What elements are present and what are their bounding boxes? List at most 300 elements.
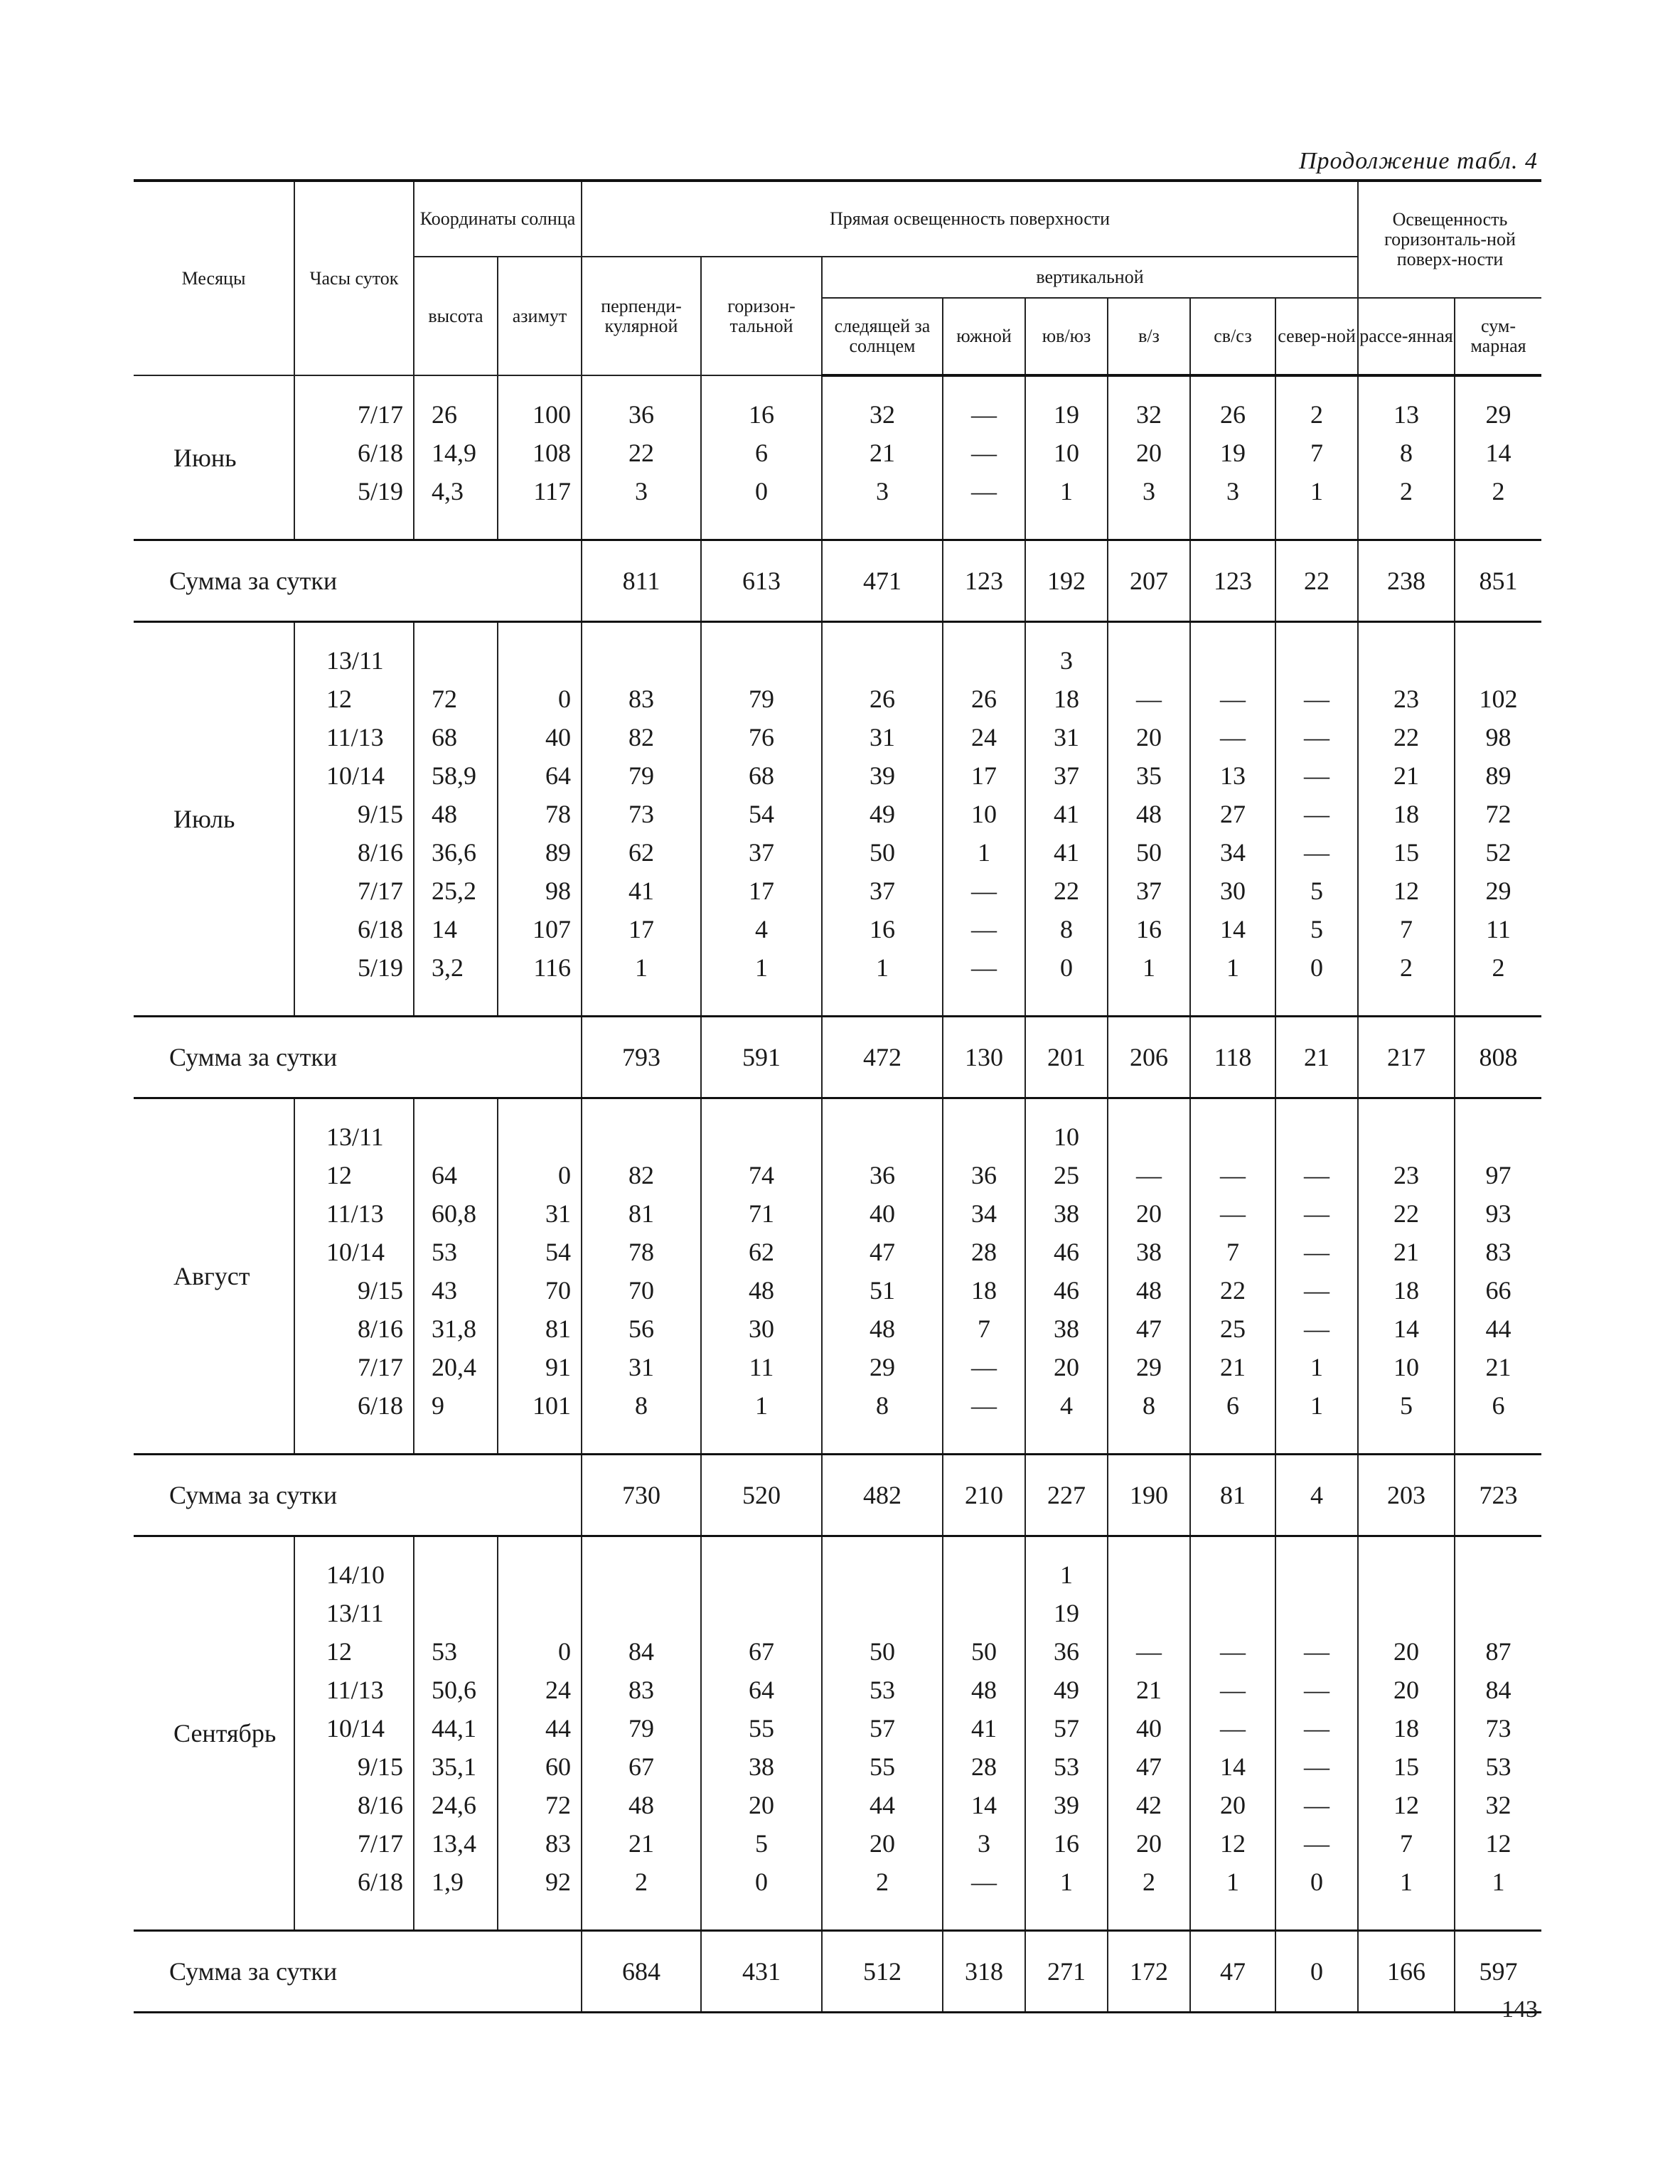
month-name: Июль [173,805,235,833]
sum-value: 47 [1190,1931,1275,2013]
value-cell: 72 [1455,795,1541,833]
value-cell: 70 [498,1271,582,1310]
value-cell: 81 [582,1194,701,1233]
value-cell [701,1118,822,1156]
value-cell [701,1594,822,1632]
value-cell: 72 [498,1786,582,1824]
value-cell: 14 [1455,434,1541,472]
spacer-cell [498,510,582,540]
value-cell: 20 [1358,1632,1455,1671]
table-header [134,181,1541,375]
hour-cell: 7/17 [294,1824,414,1863]
value-cell: 17 [701,872,822,910]
spacer-cell [943,1536,1025,1556]
value-cell: — [1190,1709,1275,1747]
value-cell: — [1275,1671,1358,1709]
value-cell: 101 [498,1386,582,1425]
value-cell: 5 [1275,910,1358,948]
sum-value: 684 [582,1931,701,2013]
value-cell: 14 [1190,1747,1275,1786]
value-cell: 62 [701,1233,822,1271]
value-cell: 34 [1190,833,1275,872]
spacer-cell [498,987,582,1017]
value-cell: 47 [1108,1310,1190,1348]
sum-value: 227 [1025,1455,1108,1536]
hour-cell: 9/15 [294,1271,414,1310]
spacer-cell [1275,1425,1358,1455]
value-cell: 0 [498,1156,582,1194]
spacer-cell [294,1901,414,1931]
value-cell: 16 [1108,910,1190,948]
value-cell: 31 [582,1348,701,1386]
spacer-cell [414,1536,498,1556]
value-cell: 97 [1455,1156,1541,1194]
value-cell: 10 [1358,1348,1455,1386]
value-cell: 13 [1190,756,1275,795]
value-cell [582,1118,701,1156]
value-cell: 11 [701,1348,822,1386]
value-cell: 60,8 [414,1194,498,1233]
value-cell: 49 [1025,1671,1108,1709]
value-cell: 42 [1108,1786,1190,1824]
sum-row [134,1931,1541,2013]
header-diffuse: рассе-янная [1358,298,1455,375]
value-cell: — [1275,1233,1358,1271]
hour-cell: 6/18 [294,910,414,948]
value-cell: 82 [582,1156,701,1194]
value-cell: 32 [822,395,943,434]
header-se-sw: юв/юз [1025,298,1108,375]
spacer-cell [1275,1098,1358,1118]
spacer-cell [701,622,822,642]
value-cell: 40 [1108,1709,1190,1747]
value-cell: 2 [1275,395,1358,434]
spacer-cell [1275,1901,1358,1931]
value-cell: 25,2 [414,872,498,910]
value-cell: 1 [701,948,822,987]
value-cell: 74 [701,1156,822,1194]
spacer-cell [1190,375,1275,395]
spacer-row [134,987,1541,1017]
hour-cell: 11/13 [294,718,414,756]
value-cell: 22 [582,434,701,472]
spacer-cell [1455,375,1541,395]
sum-value: 730 [582,1455,701,1536]
value-cell: 7 [1358,910,1455,948]
value-cell: 50,6 [414,1671,498,1709]
value-cell: 1 [822,948,943,987]
value-cell: — [1275,1194,1358,1233]
value-cell: 24 [498,1671,582,1709]
value-cell: 1 [1358,1863,1455,1901]
value-cell [1455,1556,1541,1594]
spacer-cell [943,622,1025,642]
value-cell: 36 [943,1156,1025,1194]
sum-value: 520 [701,1455,822,1536]
table-row [134,718,1541,756]
value-cell: 79 [582,756,701,795]
value-cell: — [943,472,1025,510]
value-cell: 41 [582,872,701,910]
table-row [134,1194,1541,1233]
value-cell [1108,1118,1190,1156]
value-cell: 93 [1455,1194,1541,1233]
sum-value: 4 [1275,1455,1358,1536]
value-cell: 8 [582,1386,701,1425]
value-cell: 44 [822,1786,943,1824]
value-cell: 20 [1108,1824,1190,1863]
value-cell [1275,1594,1358,1632]
value-cell: 1 [1455,1863,1541,1901]
spacer-cell [1455,1098,1541,1118]
value-cell: 7 [1358,1824,1455,1863]
value-cell: 64 [701,1671,822,1709]
sum-value: 811 [582,540,701,622]
value-cell: 57 [1025,1709,1108,1747]
spacer-cell [294,1098,414,1118]
hour-cell: 6/18 [294,1863,414,1901]
spacer-cell [1358,375,1455,395]
value-cell: — [1190,1156,1275,1194]
spacer-cell [1025,510,1108,540]
value-cell: 68 [701,756,822,795]
value-cell: 49 [822,795,943,833]
sum-value: 0 [1275,1931,1358,2013]
value-cell: 19 [1025,395,1108,434]
value-cell [943,1556,1025,1594]
table-row [134,1348,1541,1386]
spacer-cell [294,1425,414,1455]
hour-cell: 12 [294,1632,414,1671]
value-cell [498,1556,582,1594]
value-cell: 53 [414,1233,498,1271]
value-cell: 16 [1025,1824,1108,1863]
value-cell: 6 [701,434,822,472]
value-cell: 48 [822,1310,943,1348]
hour-cell: 6/18 [294,434,414,472]
value-cell: 1 [1190,948,1275,987]
value-cell: 64 [414,1156,498,1194]
value-cell [1275,641,1358,680]
spacer-cell [582,1901,701,1931]
value-cell: 56 [582,1310,701,1348]
table-row [134,795,1541,833]
value-cell: 2 [1455,472,1541,510]
value-cell: 1,9 [414,1863,498,1901]
value-cell: 31,8 [414,1310,498,1348]
header-horiz-illum: Освещенность горизонталь-ной поверх-ности [1358,181,1541,298]
value-cell: 48 [414,795,498,833]
table-row [134,872,1541,910]
value-cell: 48 [943,1671,1025,1709]
value-cell [1190,641,1275,680]
hour-cell: 5/19 [294,472,414,510]
table-row [134,434,1541,472]
value-cell: 8 [1108,1386,1190,1425]
value-cell: 43 [414,1271,498,1310]
value-cell [582,1594,701,1632]
value-cell: 6 [1190,1386,1275,1425]
table-row [134,1824,1541,1863]
spacer-cell [1190,510,1275,540]
spacer-cell [1455,1425,1541,1455]
value-cell: 1 [1025,1863,1108,1901]
value-cell: 55 [822,1747,943,1786]
value-cell: 4 [701,910,822,948]
spacer-cell [701,1901,822,1931]
value-cell: 38 [1025,1310,1108,1348]
hour-cell: 13/11 [294,1594,414,1632]
table-row [134,1386,1541,1425]
hour-cell: 7/17 [294,1348,414,1386]
value-cell [943,1118,1025,1156]
table-row [134,472,1541,510]
value-cell: 4 [1025,1386,1108,1425]
value-cell [1358,641,1455,680]
value-cell [822,1594,943,1632]
header-hours: Часы суток [294,181,414,375]
value-cell: 83 [498,1824,582,1863]
spacer-row [134,375,1541,395]
spacer-cell [498,1098,582,1118]
sum-label: Сумма за сутки [134,540,582,622]
value-cell: 7 [1275,434,1358,472]
value-cell: 53 [1455,1747,1541,1786]
spacer-cell [414,622,498,642]
value-cell: 20 [822,1824,943,1863]
value-cell: 0 [701,472,822,510]
value-cell: 11 [1455,910,1541,948]
value-cell: 3,2 [414,948,498,987]
spacer-cell [1190,987,1275,1017]
value-cell: 1 [1025,472,1108,510]
value-cell: 35,1 [414,1747,498,1786]
spacer-cell [1358,1098,1455,1118]
value-cell: 84 [582,1632,701,1671]
value-cell: 23 [1358,1156,1455,1194]
value-cell [1190,1118,1275,1156]
spacer-row [134,622,1541,642]
value-cell: 18 [1358,795,1455,833]
spacer-cell [1108,622,1190,642]
value-cell: — [1275,1632,1358,1671]
hour-cell: 8/16 [294,1310,414,1348]
sum-value: 210 [943,1455,1025,1536]
value-cell [414,1594,498,1632]
sum-value: 238 [1358,540,1455,622]
value-cell: 12 [1455,1824,1541,1863]
header-horizontal: горизон-тальной [701,257,822,375]
value-cell: 41 [943,1709,1025,1747]
hour-cell: 7/17 [294,872,414,910]
sum-value: 172 [1108,1931,1190,2013]
spacer-cell [1108,1098,1190,1118]
value-cell: 98 [1455,718,1541,756]
value-cell: 29 [1108,1348,1190,1386]
spacer-cell [294,987,414,1017]
value-cell: 28 [943,1233,1025,1271]
table-row [134,1671,1541,1709]
value-cell: 102 [1455,680,1541,718]
table-row [134,1118,1541,1156]
value-cell: — [943,434,1025,472]
value-cell: 0 [1025,948,1108,987]
spacer-cell [1455,622,1541,642]
value-cell: 38 [1108,1233,1190,1271]
value-cell: 22 [1190,1271,1275,1310]
spacer-cell [943,987,1025,1017]
value-cell: 13 [1358,395,1455,434]
value-cell: 41 [1025,833,1108,872]
value-cell: — [1275,833,1358,872]
sum-value: 482 [822,1455,943,1536]
value-cell: 7 [1190,1233,1275,1271]
value-cell: 37 [1108,872,1190,910]
value-cell: 54 [498,1233,582,1271]
value-cell: 10 [1025,434,1108,472]
spacer-cell [582,510,701,540]
table-caption: Продолжение табл. 4 [1298,148,1538,174]
value-cell: 2 [582,1863,701,1901]
sum-row [134,540,1541,622]
table-row [134,756,1541,795]
value-cell: 24,6 [414,1786,498,1824]
value-cell [1190,1556,1275,1594]
header-vertical: вертикальной [822,257,1358,298]
value-cell: 22 [1358,718,1455,756]
value-cell: 98 [498,872,582,910]
value-cell: — [943,1386,1025,1425]
value-cell: 48 [582,1786,701,1824]
spacer-cell [1108,1901,1190,1931]
table-row [134,948,1541,987]
sum-value: 192 [1025,540,1108,622]
value-cell: 55 [701,1709,822,1747]
value-cell: 89 [1455,756,1541,795]
month-name: Июнь [173,443,237,472]
spacer-cell [582,1425,701,1455]
illumination-table [134,179,1541,2013]
value-cell: 18 [1358,1271,1455,1310]
spacer-cell [1025,375,1108,395]
value-cell: 2 [1358,472,1455,510]
spacer-cell [1358,987,1455,1017]
header-direct: Прямая освещенность поверхности [582,181,1358,257]
value-cell: 3 [943,1824,1025,1863]
sum-value: 190 [1108,1455,1190,1536]
value-cell: — [1275,1271,1358,1310]
sum-value: 21 [1275,1017,1358,1098]
hour-cell: 9/15 [294,1747,414,1786]
sum-value: 118 [1190,1017,1275,1098]
spacer-cell [582,375,701,395]
spacer-cell [1108,987,1190,1017]
spacer-cell [1358,622,1455,642]
sum-label: Сумма за сутки [134,1017,582,1098]
hour-cell: 13/11 [294,1118,414,1156]
value-cell: — [943,1863,1025,1901]
value-cell: 22 [1025,872,1108,910]
spacer-cell [1455,510,1541,540]
value-cell: 26 [1190,395,1275,434]
value-cell [498,641,582,680]
value-cell: — [943,948,1025,987]
spacer-cell [1190,622,1275,642]
value-cell: 19 [1190,434,1275,472]
value-cell: 2 [822,1863,943,1901]
spacer-cell [1275,510,1358,540]
spacer-cell [1190,1536,1275,1556]
value-cell: 79 [701,680,822,718]
value-cell: 44 [1455,1310,1541,1348]
value-cell: — [1275,1747,1358,1786]
value-cell: 1 [1190,1863,1275,1901]
sum-value: 123 [943,540,1025,622]
table-row [134,1709,1541,1747]
value-cell [1275,1556,1358,1594]
value-cell: 5 [701,1824,822,1863]
value-cell: 41 [1025,795,1108,833]
value-cell: — [1275,756,1358,795]
value-cell: 40 [498,718,582,756]
page-number: 143 [1502,1996,1538,2023]
hour-cell: 10/14 [294,756,414,795]
spacer-cell [822,1536,943,1556]
value-cell: 32 [1455,1786,1541,1824]
sum-label: Сумма за сутки [134,1455,582,1536]
sum-value: 472 [822,1017,943,1098]
hour-cell: 9/15 [294,795,414,833]
value-cell: 15 [1358,1747,1455,1786]
spacer-cell [1190,1425,1275,1455]
spacer-cell [1190,1098,1275,1118]
spacer-row [134,1901,1541,1931]
spacer-cell [498,1901,582,1931]
value-cell: 58,9 [414,756,498,795]
value-cell: 36,6 [414,833,498,872]
spacer-cell [701,987,822,1017]
table-row [134,641,1541,680]
value-cell: 47 [822,1233,943,1271]
spacer-cell [582,1536,701,1556]
header-altitude: высота [414,257,498,375]
value-cell: 52 [1455,833,1541,872]
value-cell [1108,641,1190,680]
spacer-cell [701,1536,822,1556]
spacer-cell [1275,622,1358,642]
spacer-cell [1025,987,1108,1017]
value-cell: 3 [1025,641,1108,680]
value-cell: — [1275,1786,1358,1824]
sum-value: 318 [943,1931,1025,2013]
value-cell: 2 [1358,948,1455,987]
value-cell: 7 [943,1310,1025,1348]
sum-value: 613 [701,540,822,622]
value-cell: 84 [1455,1671,1541,1709]
value-cell: 92 [498,1863,582,1901]
value-cell: 23 [1358,680,1455,718]
value-cell: 14 [943,1786,1025,1824]
value-cell: 83 [582,1671,701,1709]
sum-value: 271 [1025,1931,1108,2013]
sum-value: 808 [1455,1017,1541,1098]
value-cell: 91 [498,1348,582,1386]
spacer-cell [294,1536,414,1556]
value-cell: 100 [498,395,582,434]
hour-cell: 5/19 [294,948,414,987]
spacer-cell [1108,510,1190,540]
value-cell: 1 [1275,1386,1358,1425]
